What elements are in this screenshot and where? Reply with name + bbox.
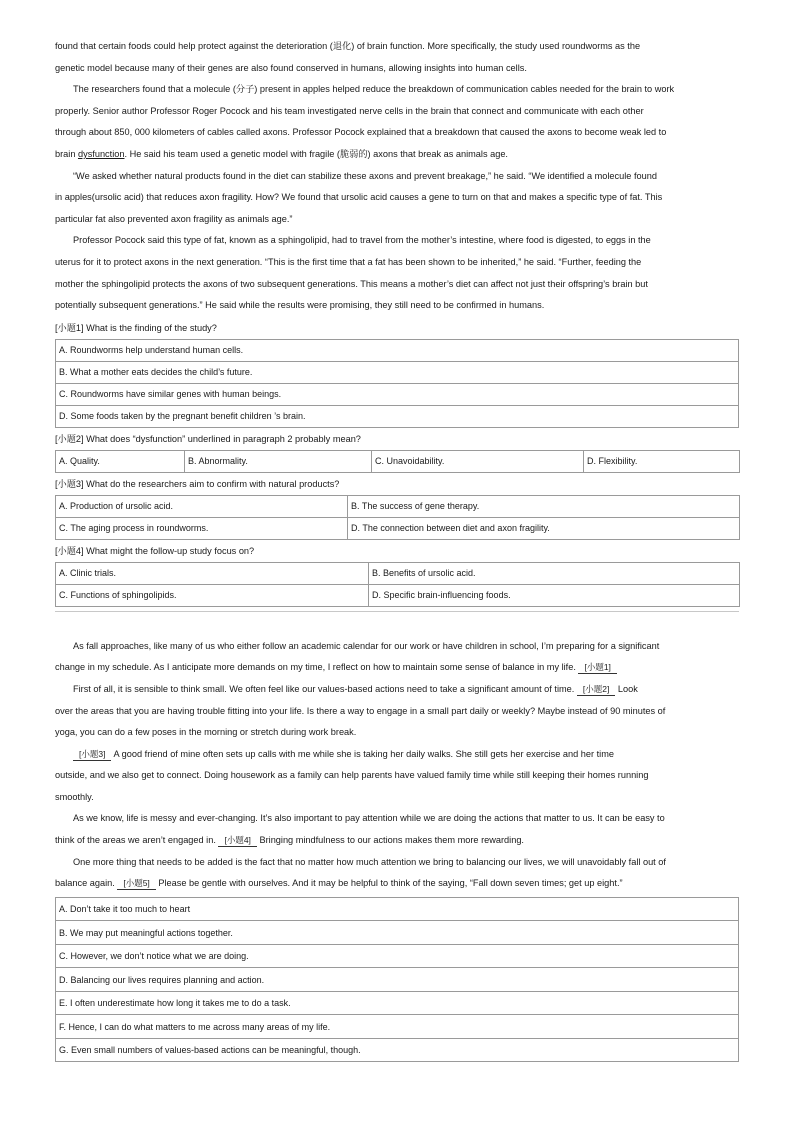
option-b[interactable]: B. What a mother eats decides the child’s future. <box>56 361 739 383</box>
passage-line: As fall approaches, like many of us who either follow an academic calendar for our work or have children in school, I’m preparing for a significant <box>73 640 660 651</box>
option-c[interactable]: C. Functions of sphingolipids. <box>56 584 369 606</box>
option-f[interactable]: F. Hence, I can do what matters to me across many areas of my life. <box>56 1015 739 1039</box>
passage-line: genetic model because many of their genes are also found conserved in humans, allowing insights into human cells. <box>55 62 527 73</box>
option-b[interactable]: B. Benefits of ursolic acid. <box>369 562 740 584</box>
worksheet <box>55 36 739 1062</box>
question-1-stem: [小题1] What is the finding of the study? <box>55 322 217 333</box>
option-a[interactable]: A. Production of ursolic acid. <box>56 495 348 517</box>
passage-line: The researchers found that a molecule (分子) present in apples helped reduce the breakdown of communication cables needed for the brain to work <box>73 84 675 95</box>
question-2-options <box>55 450 740 473</box>
option-a[interactable]: A. Roundworms help understand human cells. <box>56 339 739 361</box>
question-4-options <box>55 562 740 607</box>
question-1-options <box>55 339 739 428</box>
question-3-stem: [小题3] What do the researchers aim to confirm with natural products? <box>55 478 340 489</box>
passage-line: brain dysfunction. He said his team used a genetic model with fragile (脆弱的) axons that break as animals age. <box>55 148 508 159</box>
option-c[interactable]: C. The aging process in roundworms. <box>56 517 348 539</box>
blank-3[interactable]: [小题3] <box>73 749 111 761</box>
option-b[interactable]: B. The success of gene therapy. <box>348 495 740 517</box>
option-a[interactable]: A. Quality. <box>56 450 185 472</box>
option-d[interactable]: D. Some foods taken by the pregnant benefit children ’s brain. <box>56 405 739 427</box>
passage-line: found that certain foods could help protect against the deterioration (退化) of brain function. More specifically, the study used roundworms as the <box>55 41 641 51</box>
passage-line: in apples(ursolic acid) that reduces axon fragility. How? We found that ursolic acid causes a gene to turn on that and makes a specific type of fat. This <box>55 192 663 203</box>
option-d[interactable]: D. Specific brain-influencing foods. <box>369 584 740 606</box>
blank-5[interactable]: [小题5] <box>117 878 155 890</box>
passage-line: properly. Senior author Professor Roger Pocock and his team investigated nerve cells in the brain that connect and communicate with each other <box>55 105 644 116</box>
passage-line: First of all, it is sensible to think small. We often feel like our values-based actions need to take a significant amount of time. [小题2] Look <box>73 683 638 694</box>
passage-reading <box>55 36 739 317</box>
underlined-word: dysfunction <box>77 148 125 159</box>
passage-cloze <box>55 636 739 895</box>
passage-line: outside, and we also get to connect. Doing housework as a family can help parents have valued family time while still keeping their homes running <box>55 770 649 781</box>
passage-line: potentially subsequent generations.” He said while the results were promising, they still need to be confirmed in humans. <box>55 300 545 311</box>
passage-line: through about 850, 000 kilometers of cables called axons. Professor Pocock explained that a breakdown that caused the axons to become weak led to <box>55 127 667 138</box>
passage-line: “We asked whether natural products found in the diet can stabilize these axons and prevent breakage,” he said. “We identified a molecule found <box>73 170 657 181</box>
option-c[interactable]: C. Unavoidability. <box>372 450 584 472</box>
passage-line: As we know, life is messy and ever-changing. It’s also important to pay attention while we are doing the actions that matter to us. It can be easy to <box>73 813 665 824</box>
passage-line: [小题3] A good friend of mine often sets up calls with me while she is taking her daily walks. She still gets her exercise and her time <box>55 744 739 766</box>
option-c[interactable]: C. Roundworms have similar genes with human beings. <box>56 383 739 405</box>
question-4-stem: [小题4] What might the follow-up study focus on? <box>55 545 255 556</box>
question-2-stem: [小题2] What does “dysfunction” underlined in paragraph 2 probably mean? <box>55 433 361 444</box>
question-3-options <box>55 495 740 540</box>
passage-line: Professor Pocock said this type of fat, known as a sphingolipid, had to travel from the mother’s intestine, where food is digested, to eggs in the <box>73 235 651 246</box>
passage-line: particular fat also prevented axon fragility as animals age.” <box>55 213 293 224</box>
option-a[interactable]: A. Clinic trials. <box>56 562 369 584</box>
passage-line: mother the sphingolipid protects the axons of two subsequent generations. This means a mother’s diet can affect not just their offspring’s brain but <box>55 278 648 289</box>
option-b[interactable]: B. We may put meaningful actions together. <box>56 921 739 945</box>
passage-line: smoothly. <box>55 791 94 802</box>
passage-line: over the areas that you are having trouble fitting into your life. Is there a way to engage in a small part daily or weekly? Maybe instead of 90 minutes of <box>55 705 666 716</box>
passage-line: think of the areas we aren’t engaged in. [小题4] Bringing mindfulness to our actions makes them more rewarding. <box>55 835 524 846</box>
option-e[interactable]: E. I often underestimate how long it takes me to do a task. <box>56 991 739 1015</box>
blank-4[interactable]: [小题4] <box>218 835 256 847</box>
option-c[interactable]: C. However, we don’t notice what we are doing. <box>56 944 739 968</box>
option-a[interactable]: A. Don’t take it too much to heart <box>56 897 739 921</box>
option-g[interactable]: G. Even small numbers of values-based actions can be meaningful, though. <box>56 1038 739 1062</box>
option-d[interactable]: D. The connection between diet and axon fragility. <box>348 517 740 539</box>
blank-2[interactable]: [小题2] <box>577 684 615 696</box>
passage-line: yoga, you can do a few poses in the morning or stretch during work break. <box>55 727 357 738</box>
blank-1[interactable]: [小题1] <box>578 662 616 674</box>
passage-line: One more thing that needs to be added is the fact that no matter how much attention we bring to balancing our lives, we will unavoidably fall out of <box>73 856 666 867</box>
cloze-options <box>55 897 739 1063</box>
passage-line: uterus for it to protect axons in the next generation. “This is the first time that a fat has been shown to be inherited,” he said. “Further, feeding the <box>55 256 642 267</box>
passage-line: balance again. [小题5] Please be gentle with ourselves. And it may be helpful to think of the saying, “Fall down seven times; get up eight.” <box>55 878 623 889</box>
option-d[interactable]: D. Flexibility. <box>584 450 740 472</box>
option-d[interactable]: D. Balancing our lives requires planning and action. <box>56 968 739 992</box>
passage-line: change in my schedule. As I anticipate more demands on my time, I reflect on how to maintain some sense of balance in my life. [小题1] <box>55 657 739 679</box>
option-b[interactable]: B. Abnormality. <box>185 450 372 472</box>
